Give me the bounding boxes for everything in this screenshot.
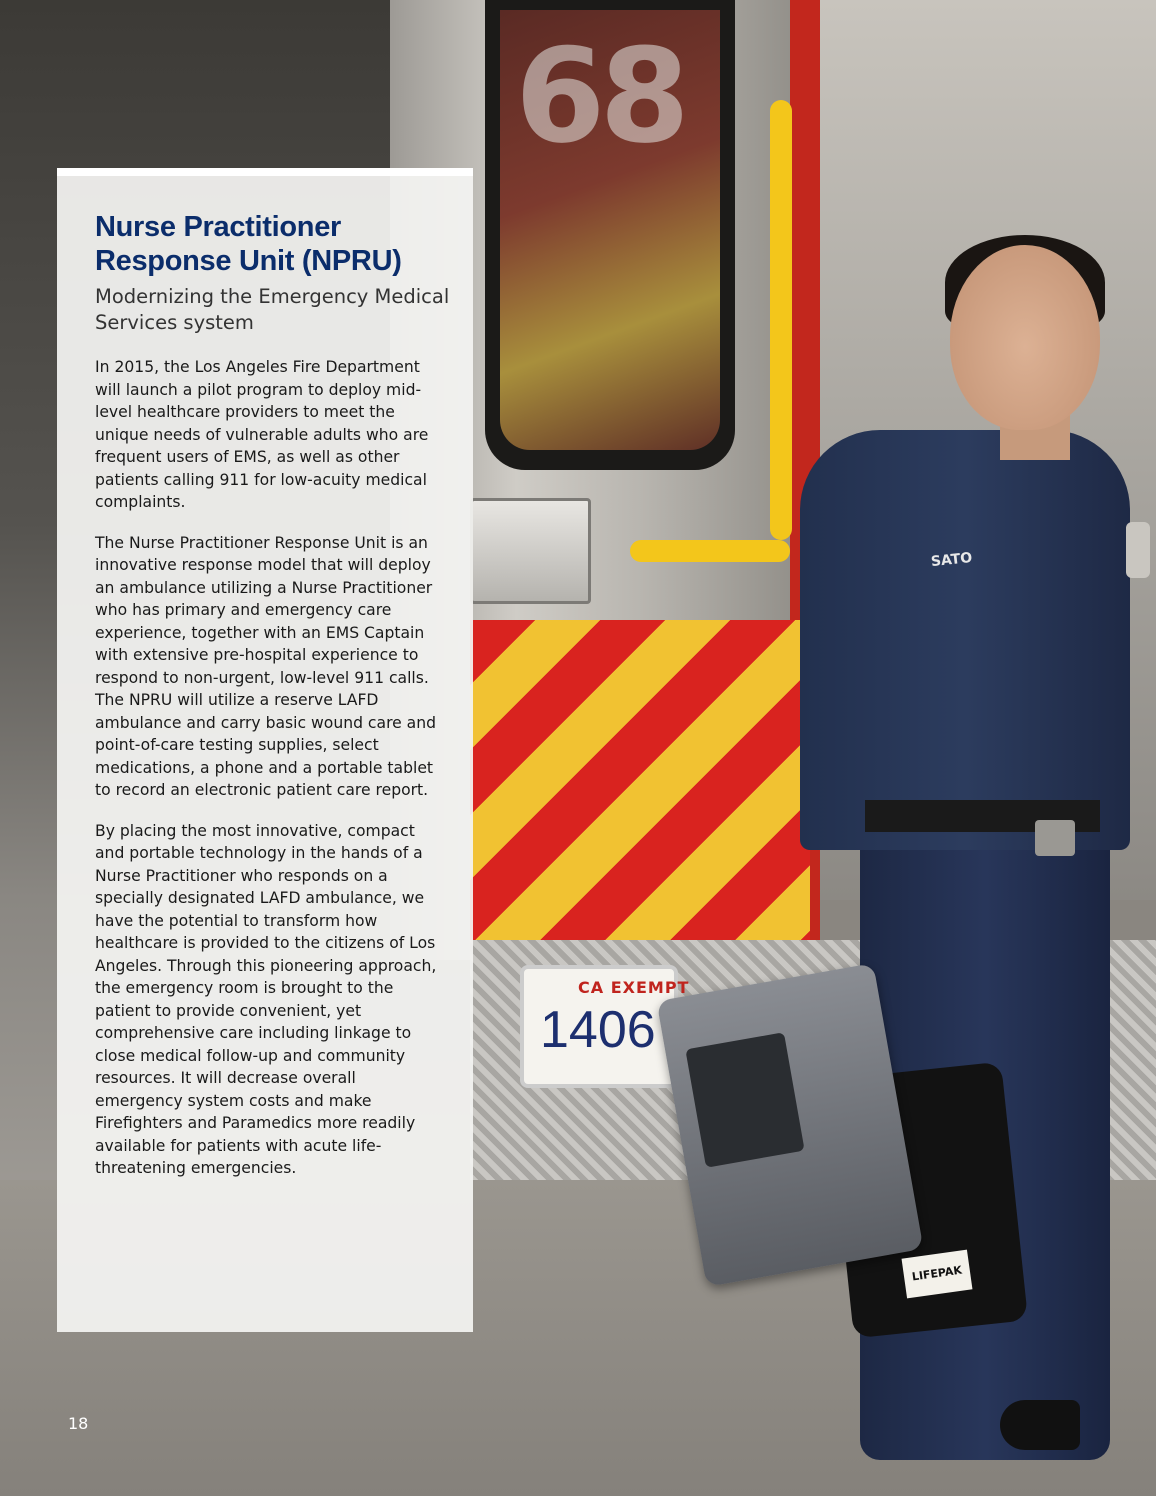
plate-header: CA EXEMPT (578, 978, 690, 997)
name-tag: SATO (930, 549, 974, 571)
lifepak-label: LIFEPAK (902, 1250, 973, 1299)
paragraph-3: By placing the most innovative, compact and portable technology in the hands of a Nurse Practitioner who responds on a specially designated LAFD ambulance, we have the potential to transform how healthcare is provided to the citizens of Los Angeles. Through this pioneering approach, the emergency room is brought to the patient to provide convenient, yet comprehensive care including linkage to close medical follow-up and community resources. It will decrease overall emergency system costs and make Firefighters and Paramedics more readily available for patients with acute life-threatening emergencies. (95, 821, 437, 1177)
chevron-stripes (470, 620, 810, 950)
yellow-grab-bar-vertical (770, 100, 792, 540)
firefighter-shoe (1000, 1400, 1080, 1450)
firefighter-face (950, 245, 1100, 430)
article-body (95, 356, 445, 1198)
page-number: 18 (68, 1414, 89, 1433)
firefighter-shirt (800, 430, 1130, 850)
yellow-grab-bar-horizontal (630, 540, 790, 562)
paragraph-1: In 2015, the Los Angeles Fire Department will launch a pilot program to deploy mid-level healthcare providers to meet the unique needs of vulnerable adults who are frequent users of EMS, as well as other patients calling 911 for low-acuity medical complaints. (95, 358, 429, 511)
badge-icon (1126, 522, 1150, 578)
door-handle (470, 498, 591, 604)
plate-number: 1406 (540, 1001, 656, 1059)
belt-buckle (1035, 820, 1075, 856)
article-title: Nurse Practitioner Response Unit (NPRU) (95, 211, 402, 277)
defibrillator-screen (685, 1032, 804, 1168)
paragraph-2: The Nurse Practitioner Response Unit is an innovative response model that will deploy an ambulance utilizing a Nurse Practitioner who has primary and emergency care experience, together with an EMS Captain with extensive pre-hospital experience to respond to non-urgent, low-level 911 calls. The NPRU will utilize a reserve LAFD ambulance and carry basic wound care and point-of-care testing supplies, select medications, a phone and a portable tablet to record an electronic patient care report. (95, 533, 437, 799)
article-subtitle: Modernizing the Emergency Medical Services system (95, 285, 450, 334)
window-number: 68 (515, 20, 684, 172)
article-panel (57, 168, 473, 1332)
